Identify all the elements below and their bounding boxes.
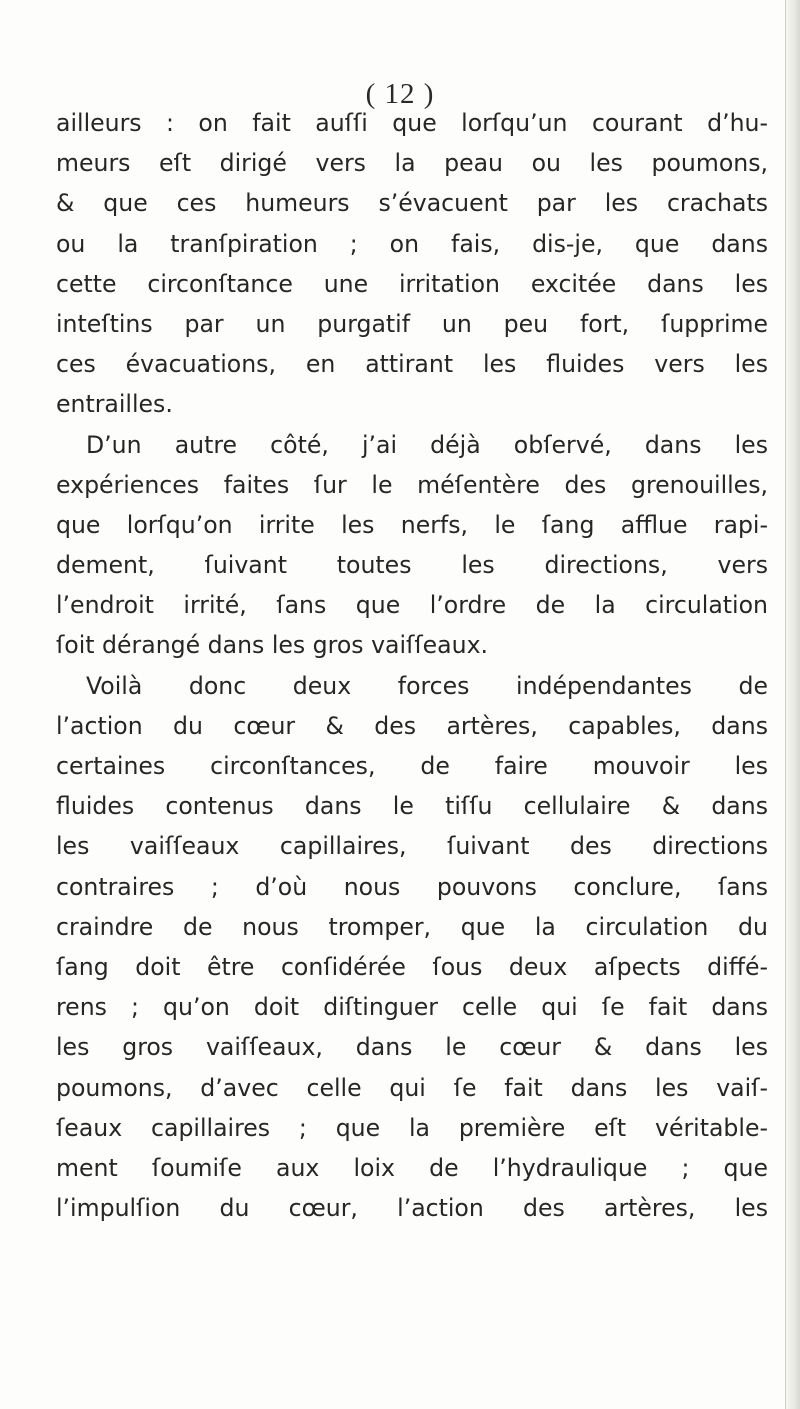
text-line: dement, ſuivant toutes les directions, vers	[56, 551, 768, 580]
text-line: contraires ; d’où nous pouvons conclure, ſans	[56, 872, 768, 901]
text-line: l’impulſion du cœur, l’action des artères, les	[56, 1194, 768, 1223]
text-line: poumons, d’avec celle qui ſe fait dans les vaiſ-	[56, 1073, 768, 1102]
text-line: ment ſoumiſe aux loix de l’hydraulique ; que	[56, 1153, 768, 1182]
text-line: ou la tranſpiration ; on fais, dis-je, que dans	[56, 229, 768, 258]
page-number: ( 12 )	[365, 78, 435, 110]
paragraph-end-line: entrailles.	[56, 390, 173, 419]
text-line: ſeaux capillaires ; que la première eſt véritable-	[56, 1113, 768, 1142]
page-edge-shadow	[785, 0, 800, 1409]
paragraph-start-line: D’un autre côté, j’ai déjà obſervé, dans les	[86, 430, 768, 459]
text-line: certaines circonſtances, de faire mouvoir les	[56, 752, 768, 780]
text-line: ces évacuations, en attirant les fluides vers les	[56, 350, 768, 379]
paragraph-start-line: Voilà donc deux forces indépendantes de	[86, 671, 768, 700]
text-line: les vaiſſeaux capillaires, ſuivant des directions	[56, 832, 768, 861]
text-line: meurs eſt dirigé vers la peau ou les poumons,	[56, 149, 768, 178]
text-line: l’endroit irrité, ſans que l’ordre de la circulation	[56, 591, 768, 620]
text-line: les gros vaiſſeaux, dans le cœur & dans les	[56, 1033, 768, 1062]
text-line: rens ; qu’on doit diſtinguer celle qui ſe fait dans	[56, 993, 768, 1022]
text-line: ſang doit être conſidérée ſous deux aſpects diffé-	[56, 952, 768, 981]
text-line: l’action du cœur & des artères, capables, dans	[56, 711, 768, 740]
text-line: expériences faites ſur le méſentère des grenouilles,	[56, 470, 768, 499]
text-line: inteſtins par un purgatif un peu fort, ſupprime	[56, 309, 768, 338]
text-line: ailleurs : on fait auſſi que lorſqu’un courant d’hu-	[56, 109, 768, 137]
text-line: & que ces humeurs s’évacuent par les crachats	[56, 189, 768, 218]
body-text	[56, 103, 768, 1228]
text-line: craindre de nous tromper, que la circulation du	[56, 912, 768, 941]
text-line: fluides contenus dans le tiſſu cellulaire & dans	[56, 792, 768, 821]
text-line: cette circonſtance une irritation excitée dans les	[56, 269, 768, 298]
text-line: que lorſqu’on irrite les nerfs, le ſang afflue rapi-	[56, 510, 768, 539]
paragraph-end-line: ſoit dérangé dans les gros vaiſſeaux.	[56, 631, 489, 660]
